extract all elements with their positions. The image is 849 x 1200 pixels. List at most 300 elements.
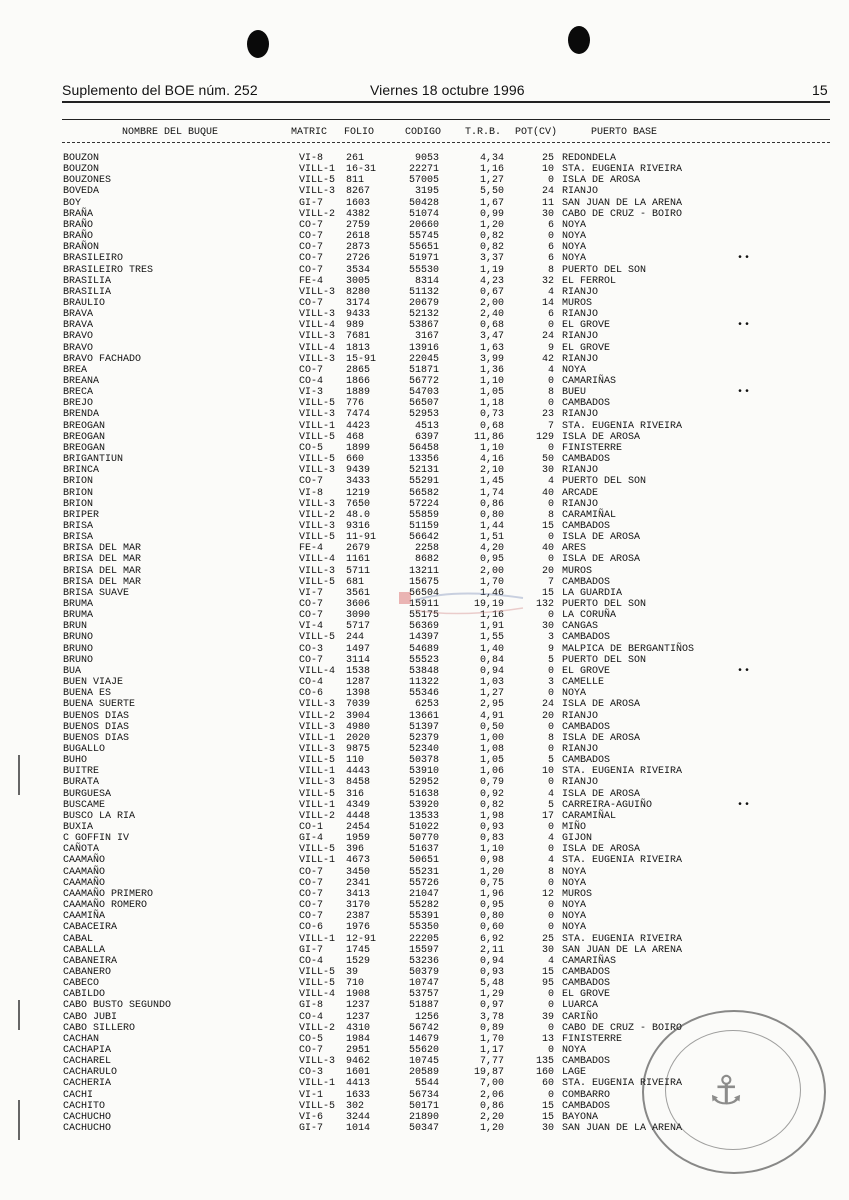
- vessel-home-port: ISLA DE AROSA: [562, 175, 641, 187]
- vessel-matric: VILL-3: [299, 498, 336, 510]
- vessel-code: 52953: [408, 409, 439, 421]
- vessel-matric: CO-7: [299, 231, 324, 243]
- table-row: [0, 287, 849, 298]
- vessel-trb: 1,51: [479, 532, 504, 544]
- vessel-trb: 0,67: [479, 286, 504, 298]
- vessel-code: 13661: [408, 710, 439, 722]
- vessel-code: 55523: [408, 654, 439, 666]
- vessel-matric: VILL-3: [299, 331, 336, 343]
- vessel-name: BRISA SUAVE: [63, 587, 130, 599]
- vessel-trb: 0,93: [479, 822, 504, 833]
- vessel-folio: 3433: [346, 476, 371, 488]
- vessel-home-port: RIANJO: [562, 465, 599, 477]
- vessel-name: BRISA: [63, 532, 94, 544]
- vessel-name: BOUZON: [63, 153, 100, 164]
- vessel-code: 51159: [408, 520, 439, 532]
- vessel-matric: CO-7: [299, 599, 324, 610]
- vessel-name: BRASILIA: [63, 275, 112, 287]
- table-row: [0, 554, 849, 565]
- vessel-power: 132: [535, 599, 554, 610]
- vessel-matric: CO-4: [299, 955, 324, 967]
- vessel-matric: CO-7: [299, 877, 324, 889]
- vessel-folio: 316: [346, 788, 365, 800]
- vessel-trb: 0,86: [479, 1100, 504, 1112]
- vessel-code: 53848: [408, 665, 439, 677]
- vessel-home-port: ISLA DE AROSA: [562, 532, 641, 544]
- table-row: [0, 365, 849, 376]
- vessel-trb: 0,84: [479, 654, 504, 666]
- vessel-name: CACHERIA: [63, 1078, 112, 1090]
- vessel-trb: 0,82: [479, 799, 504, 811]
- vessel-matric: CO-4: [299, 376, 324, 387]
- vessel-name: BUENOS DIAS: [63, 710, 130, 722]
- vessel-code: 13916: [408, 342, 439, 354]
- table-row: [0, 889, 849, 900]
- vessel-code: 13533: [408, 810, 439, 822]
- vessel-folio: 1984: [346, 1033, 371, 1045]
- vessel-folio: 8267: [346, 186, 371, 198]
- table-row: [0, 521, 849, 532]
- vessel-code: 55620: [408, 1045, 439, 1056]
- table-row: [0, 577, 849, 588]
- table-row: [0, 811, 849, 822]
- vessel-power: 0: [547, 911, 554, 923]
- vessel-trb: 0,79: [479, 777, 504, 789]
- table-row: [0, 644, 849, 655]
- vessel-matric: VILL-1: [299, 164, 336, 176]
- vessel-power: 30: [541, 944, 554, 956]
- vessel-code: 51637: [408, 844, 439, 856]
- vessel-power: 25: [541, 933, 554, 945]
- vessel-power: 0: [547, 877, 554, 889]
- vessel-code: 22205: [408, 933, 439, 945]
- vessel-matric: VILL-5: [299, 398, 336, 410]
- header-rule: [62, 101, 830, 103]
- vessel-trb: 1,55: [479, 632, 504, 644]
- vessel-code: 57224: [408, 498, 439, 510]
- vessel-folio: 1237: [346, 1000, 371, 1012]
- vessel-code: 56369: [408, 621, 439, 633]
- table-row: [0, 800, 849, 811]
- vessel-home-port: RIANJO: [562, 353, 599, 365]
- vessel-code: 55651: [408, 242, 439, 254]
- vessel-code: 52952: [408, 777, 439, 789]
- vessel-trb: 0,68: [479, 320, 504, 332]
- vessel-name: BRAÑO: [63, 231, 94, 243]
- vessel-name: BRAVA: [63, 309, 94, 321]
- vessel-name: CABECO: [63, 978, 100, 990]
- vessel-matric: VILL-5: [299, 966, 336, 978]
- vessel-trb: 1,10: [479, 844, 504, 856]
- vessel-matric: VI-7: [299, 587, 324, 599]
- vessel-code: 51638: [408, 788, 439, 800]
- table-row: [0, 666, 849, 677]
- vessel-folio: 2387: [346, 911, 371, 923]
- vessel-power: 0: [547, 721, 554, 733]
- vessel-home-port: CAMBADOS: [562, 1100, 611, 1112]
- vessel-code: 56458: [408, 442, 439, 454]
- vessel-power: 4: [547, 833, 554, 845]
- vessel-folio: 989: [346, 320, 365, 332]
- table-row: [0, 867, 849, 878]
- col-header-pot: POT(CV): [515, 127, 558, 138]
- anchor-icon: ⚓: [708, 1068, 744, 1114]
- page-number: 15: [812, 82, 828, 98]
- vessel-home-port: STA. EUGENIA RIVEIRA: [562, 420, 683, 432]
- vessel-power: 5: [547, 755, 554, 767]
- vessel-folio: 4310: [346, 1022, 371, 1034]
- vessel-matric: VILL-1: [299, 766, 336, 778]
- vessel-matric: CO-3: [299, 643, 324, 655]
- vessel-folio: 1959: [346, 833, 371, 845]
- vessel-home-port: CANGAS: [562, 621, 599, 633]
- vessel-name: BUENOS DIAS: [63, 721, 130, 733]
- table-row: [0, 175, 849, 186]
- table-row: [0, 688, 849, 699]
- vessel-folio: 3534: [346, 264, 371, 276]
- vessel-matric: GI-7: [299, 944, 324, 956]
- vessel-folio: 9433: [346, 309, 371, 321]
- vessel-matric: CO-4: [299, 1011, 324, 1023]
- vessel-code: 57005: [408, 175, 439, 187]
- table-row: [0, 945, 849, 956]
- table-row: [0, 398, 849, 409]
- vessel-trb: 1,40: [479, 643, 504, 655]
- vessel-trb: 3,47: [479, 331, 504, 343]
- vessel-matric: CO-7: [299, 264, 324, 276]
- table-row: [0, 543, 849, 554]
- vessel-code: 50770: [408, 833, 439, 845]
- vessel-code: 13356: [408, 454, 439, 466]
- margin-mark: [18, 1100, 20, 1140]
- table-row: [0, 276, 849, 287]
- table-row: [0, 231, 849, 242]
- vessel-folio: 1237: [346, 1011, 371, 1023]
- vessel-folio: 1161: [346, 554, 371, 566]
- vessel-folio: 811: [346, 175, 365, 187]
- vessel-home-port: CAMARIÑAS: [562, 955, 617, 967]
- vessel-trb: 1,10: [479, 442, 504, 454]
- vessel-code: 52131: [408, 465, 439, 477]
- punch-hole: [568, 26, 590, 54]
- vessel-home-port: CAMBADOS: [562, 576, 611, 588]
- vessel-folio: 9462: [346, 1056, 371, 1068]
- vessel-power: 7: [547, 420, 554, 432]
- vessel-name: BUSCAME: [63, 799, 106, 811]
- vessel-folio: 1633: [346, 1089, 371, 1101]
- vessel-folio: 710: [346, 978, 365, 990]
- vessel-matric: CO-7: [299, 900, 324, 912]
- vessel-code: 56582: [408, 487, 439, 499]
- vessel-trb: 3,99: [479, 353, 504, 365]
- vessel-matric: VILL-3: [299, 777, 336, 789]
- vessel-code: 55859: [408, 509, 439, 521]
- vessel-folio: 12-91: [346, 933, 377, 945]
- vessel-folio: 1601: [346, 1067, 371, 1079]
- vessel-folio: 2020: [346, 732, 371, 744]
- vessel-power: 0: [547, 844, 554, 856]
- vessel-name: BRINCA: [63, 465, 100, 477]
- vessel-home-port: CARAMIÑAL: [562, 509, 617, 521]
- vessel-trb: 2,20: [479, 1111, 504, 1123]
- vessel-matric: VILL-2: [299, 810, 336, 822]
- vessel-folio: 1398: [346, 688, 371, 700]
- vessel-trb: 1,91: [479, 621, 504, 633]
- vessel-matric: VILL-1: [299, 420, 336, 432]
- vessel-power: 40: [541, 487, 554, 499]
- vessel-matric: VILL-5: [299, 454, 336, 466]
- vessel-folio: 2865: [346, 364, 371, 376]
- vessel-code: 20589: [408, 1067, 439, 1079]
- vessel-name: BRISA DEL MAR: [63, 565, 142, 577]
- vessel-matric: VILL-4: [299, 665, 336, 677]
- table-row: [0, 989, 849, 1000]
- vessel-folio: 776: [346, 398, 365, 410]
- vessel-code: 15597: [408, 944, 439, 956]
- vessel-name: BREOGAN: [63, 442, 106, 454]
- vessel-folio: 2618: [346, 231, 371, 243]
- vessel-matric: CO-7: [299, 253, 324, 265]
- vessel-trb: 7,00: [479, 1078, 504, 1090]
- vessel-power: 6: [547, 219, 554, 231]
- col-header-trb: T.R.B.: [465, 127, 502, 138]
- vessel-name: BRAÑON: [63, 242, 100, 254]
- vessel-matric: VI-4: [299, 621, 324, 633]
- vessel-trb: 2,00: [479, 297, 504, 309]
- vessel-folio: 7681: [346, 331, 371, 343]
- vessel-power: 0: [547, 610, 554, 622]
- vessel-trb: 2,10: [479, 465, 504, 477]
- vessel-power: 0: [547, 665, 554, 677]
- vessel-name: BOY: [63, 197, 82, 209]
- vessel-home-port: LA CORUÑA: [562, 610, 617, 622]
- vessel-home-port: PUERTO DEL SON: [562, 599, 647, 610]
- vessel-code: 51132: [408, 286, 439, 298]
- vessel-code: 55530: [408, 264, 439, 276]
- vessel-name: CAAMAÑO PRIMERO: [63, 888, 154, 900]
- vessel-name: BRISA DEL MAR: [63, 554, 142, 566]
- vessel-home-port: CAMBADOS: [562, 966, 611, 978]
- vessel-trb: 0,94: [479, 665, 504, 677]
- table-row: [0, 376, 849, 387]
- vessel-folio: 3170: [346, 900, 371, 912]
- vessel-folio: 4980: [346, 721, 371, 733]
- vessel-name: BREANA: [63, 376, 100, 387]
- vessel-home-port: SAN JUAN DE LA ARENA: [562, 197, 683, 209]
- vessel-power: 4: [547, 788, 554, 800]
- vessel-trb: 0,98: [479, 855, 504, 867]
- table-row: [0, 432, 849, 443]
- vessel-power: 0: [547, 1089, 554, 1101]
- table-row: [0, 164, 849, 175]
- vessel-folio: 16-31: [346, 164, 377, 176]
- vessel-code: 55745: [408, 231, 439, 243]
- vessel-power: 0: [547, 532, 554, 544]
- vessel-name: BRAVO FACHADO: [63, 353, 142, 365]
- vessel-code: 8682: [414, 554, 439, 566]
- vessel-name: CABALLA: [63, 944, 106, 956]
- vessel-power: 24: [541, 331, 554, 343]
- table-row: [0, 900, 849, 911]
- vessel-power: 15: [541, 1111, 554, 1123]
- vessel-folio: 1529: [346, 955, 371, 967]
- vessel-folio: 48.0: [346, 509, 371, 521]
- table-row: [0, 476, 849, 487]
- row-mark: ••: [737, 387, 752, 399]
- vessel-home-port: CAMBADOS: [562, 632, 611, 644]
- vessel-folio: 4673: [346, 855, 371, 867]
- vessel-trb: 0,75: [479, 877, 504, 889]
- vessel-folio: 11-91: [346, 532, 377, 544]
- vessel-trb: 0,94: [479, 955, 504, 967]
- vessel-folio: 2873: [346, 242, 371, 254]
- vessel-name: CACHAN: [63, 1033, 100, 1045]
- vessel-matric: VILL-3: [299, 721, 336, 733]
- table-row: [0, 789, 849, 800]
- vessel-folio: 1866: [346, 376, 371, 387]
- vessel-power: 129: [535, 431, 554, 443]
- vessel-folio: 3606: [346, 599, 371, 610]
- vessel-power: 9: [547, 643, 554, 655]
- vessel-home-port: ISLA DE AROSA: [562, 431, 641, 443]
- table-row: [0, 722, 849, 733]
- vessel-trb: 4,20: [479, 543, 504, 555]
- vessel-power: 0: [547, 554, 554, 566]
- vessel-home-port: LA GUARDIA: [562, 587, 623, 599]
- vessel-power: 30: [541, 208, 554, 220]
- vessel-name: BUENOS DIAS: [63, 732, 130, 744]
- vessel-trb: 0,93: [479, 966, 504, 978]
- vessel-power: 25: [541, 153, 554, 164]
- vessel-folio: 3561: [346, 587, 371, 599]
- vessel-code: 55231: [408, 866, 439, 878]
- vessel-home-port: RIANJO: [562, 286, 599, 298]
- vessel-code: 51074: [408, 208, 439, 220]
- vessel-power: 13: [541, 1033, 554, 1045]
- vessel-name: BURATA: [63, 777, 100, 789]
- table-row: [0, 878, 849, 889]
- col-header-matric: MATRIC: [291, 127, 328, 138]
- vessel-name: BRISA DEL MAR: [63, 576, 142, 588]
- vessel-trb: 1,67: [479, 197, 504, 209]
- vessel-folio: 5717: [346, 621, 371, 633]
- vessel-trb: 1,19: [479, 264, 504, 276]
- vessel-name: BRISA: [63, 520, 94, 532]
- vessel-folio: 2951: [346, 1045, 371, 1056]
- vessel-name: CAAMIÑA: [63, 911, 106, 923]
- table-row: [0, 632, 849, 643]
- vessel-trb: 1,03: [479, 677, 504, 689]
- vessel-power: 39: [541, 1011, 554, 1023]
- vessel-name: BRUMA: [63, 599, 94, 610]
- column-header-divider: [62, 142, 830, 143]
- vessel-name: BRASILEIRO TRES: [63, 264, 154, 276]
- row-mark: ••: [737, 320, 752, 332]
- row-mark: ••: [737, 665, 752, 677]
- vessel-power: 3: [547, 677, 554, 689]
- vessel-name: BRUMA: [63, 610, 94, 622]
- vessel-power: 0: [547, 777, 554, 789]
- vessel-home-port: CAMARIÑAS: [562, 376, 617, 387]
- vessel-matric: CO-7: [299, 866, 324, 878]
- vessel-matric: VILL-5: [299, 755, 336, 767]
- vessel-trb: 1,96: [479, 888, 504, 900]
- vessel-matric: VILL-1: [299, 732, 336, 744]
- vessel-matric: VILL-3: [299, 286, 336, 298]
- vessel-trb: 1,16: [479, 610, 504, 622]
- vessel-matric: GI-8: [299, 1000, 324, 1012]
- vessel-matric: VILL-4: [299, 554, 336, 566]
- vessel-trb: 0,99: [479, 208, 504, 220]
- vessel-code: 20660: [408, 219, 439, 231]
- vessel-trb: 0,86: [479, 498, 504, 510]
- vessel-code: 56504: [408, 587, 439, 599]
- vessel-home-port: SAN JUAN DE LA ARENA: [562, 1123, 683, 1135]
- vessel-matric: CO-7: [299, 610, 324, 622]
- vessel-code: 6253: [414, 699, 439, 711]
- vessel-folio: 7039: [346, 699, 371, 711]
- vessel-trb: 0,92: [479, 788, 504, 800]
- vessel-power: 0: [547, 743, 554, 755]
- vessel-trb: 0,60: [479, 922, 504, 934]
- vessel-code: 21890: [408, 1111, 439, 1123]
- vessel-trb: 0,80: [479, 911, 504, 923]
- vessel-name: BRAVA: [63, 320, 94, 332]
- vessel-trb: 0,95: [479, 554, 504, 566]
- vessel-home-port: CAMBADOS: [562, 1056, 611, 1068]
- vessel-power: 4: [547, 855, 554, 867]
- vessel-folio: 3244: [346, 1111, 371, 1123]
- col-header-name: NOMBRE DEL BUQUE: [122, 127, 219, 138]
- vessel-home-port: ISLA DE AROSA: [562, 844, 641, 856]
- vessel-code: 56772: [408, 376, 439, 387]
- vessel-matric: CO-7: [299, 654, 324, 666]
- vessel-power: 0: [547, 376, 554, 387]
- vessel-home-port: NOYA: [562, 911, 587, 923]
- vessel-code: 50379: [408, 966, 439, 978]
- vessel-trb: 0,50: [479, 721, 504, 733]
- vessel-folio: 1219: [346, 487, 371, 499]
- vessel-name: BRUNO: [63, 643, 94, 655]
- table-row: [0, 621, 849, 632]
- vessel-code: 56507: [408, 398, 439, 410]
- vessel-name: BRION: [63, 476, 94, 488]
- vessel-code: 53867: [408, 320, 439, 332]
- vessel-power: 8: [547, 264, 554, 276]
- vessel-trb: 0,68: [479, 420, 504, 432]
- vessel-matric: VILL-5: [299, 532, 336, 544]
- vessel-matric: VILL-3: [299, 520, 336, 532]
- vessel-home-port: BAYONA: [562, 1111, 599, 1123]
- table-row: [0, 499, 849, 510]
- vessel-home-port: NOYA: [562, 866, 587, 878]
- vessel-name: CACHAREL: [63, 1056, 112, 1068]
- vessel-trb: 0,82: [479, 242, 504, 254]
- vessel-trb: 1,05: [479, 387, 504, 399]
- vessel-trb: 4,34: [479, 153, 504, 164]
- vessel-trb: 1,16: [479, 164, 504, 176]
- vessel-folio: 2679: [346, 543, 371, 555]
- table-row: [0, 755, 849, 766]
- vessel-trb: 1,44: [479, 520, 504, 532]
- vessel-code: 5544: [414, 1078, 439, 1090]
- table-row: [0, 677, 849, 688]
- vessel-home-port: EL GROVE: [562, 320, 611, 332]
- vessel-home-port: CAMBADOS: [562, 721, 611, 733]
- vessel-power: 9: [547, 342, 554, 354]
- vessel-code: 54689: [408, 643, 439, 655]
- col-header-port: PUERTO BASE: [591, 127, 658, 138]
